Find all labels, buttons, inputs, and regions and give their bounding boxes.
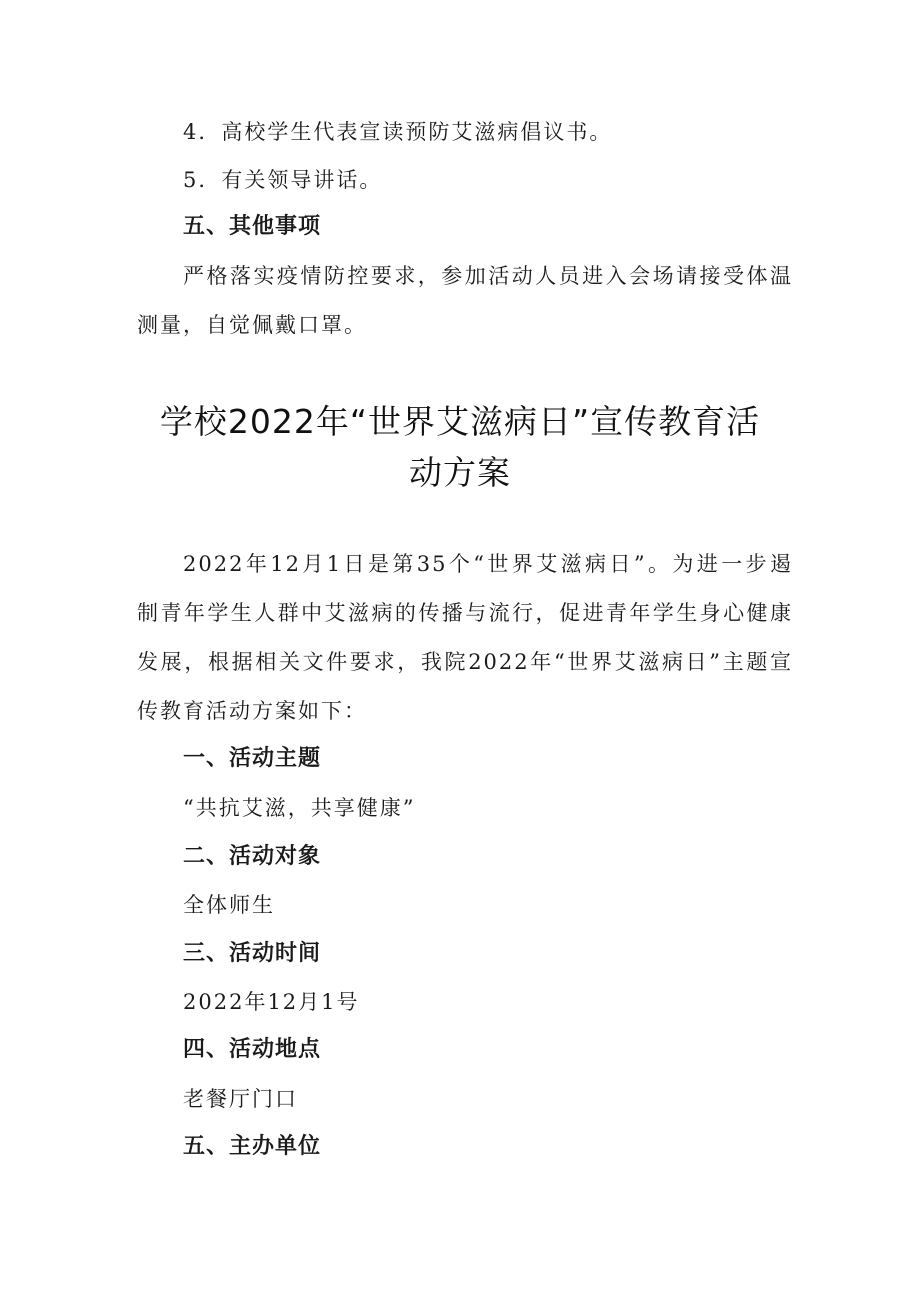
intro-paragraph-line-4: 传教育活动方案如下： — [137, 699, 367, 723]
place-value: 老餐厅门口 — [183, 1087, 298, 1111]
time-value: 2022年12月1号 — [183, 990, 360, 1014]
document-title-line-1: 学校2022年“世界艾滋病日”宣传教育活 — [159, 402, 761, 441]
other-matters-text-line-2: 测量，自觉佩戴口罩。 — [137, 313, 367, 337]
section-heading-theme: 一、活动主题 — [183, 746, 322, 771]
intro-paragraph-line-3: 发展，根据相关文件要求，我院2022年“世界艾滋病日”主题宣 — [137, 650, 793, 674]
agenda-item-4: 4．高校学生代表宣读预防艾滋病倡议书。 — [183, 120, 613, 144]
section-heading-time: 三、活动时间 — [183, 941, 322, 966]
other-matters-text-line-1: 严格落实疫情防控要求，参加活动人员进入会场请接受体温 — [183, 264, 793, 288]
intro-paragraph-line-2: 制青年学生人群中艾滋病的传播与流行，促进青年学生身心健康 — [137, 601, 793, 625]
section-heading-organizer: 五、主办单位 — [183, 1134, 322, 1159]
target-value: 全体师生 — [183, 893, 275, 917]
intro-paragraph-line-1: 2022年12月1日是第35个“世界艾滋病日”。为进一步遏 — [183, 552, 793, 576]
theme-value: “共抗艾滋，共享健康” — [183, 796, 416, 820]
document-title-line-2: 动方案 — [409, 453, 511, 492]
section-heading-place: 四、活动地点 — [183, 1037, 322, 1062]
section-heading-target: 二、活动对象 — [183, 844, 322, 869]
section-heading-other-matters: 五、其他事项 — [183, 214, 322, 239]
agenda-item-5: 5．有关领导讲话。 — [183, 168, 383, 192]
